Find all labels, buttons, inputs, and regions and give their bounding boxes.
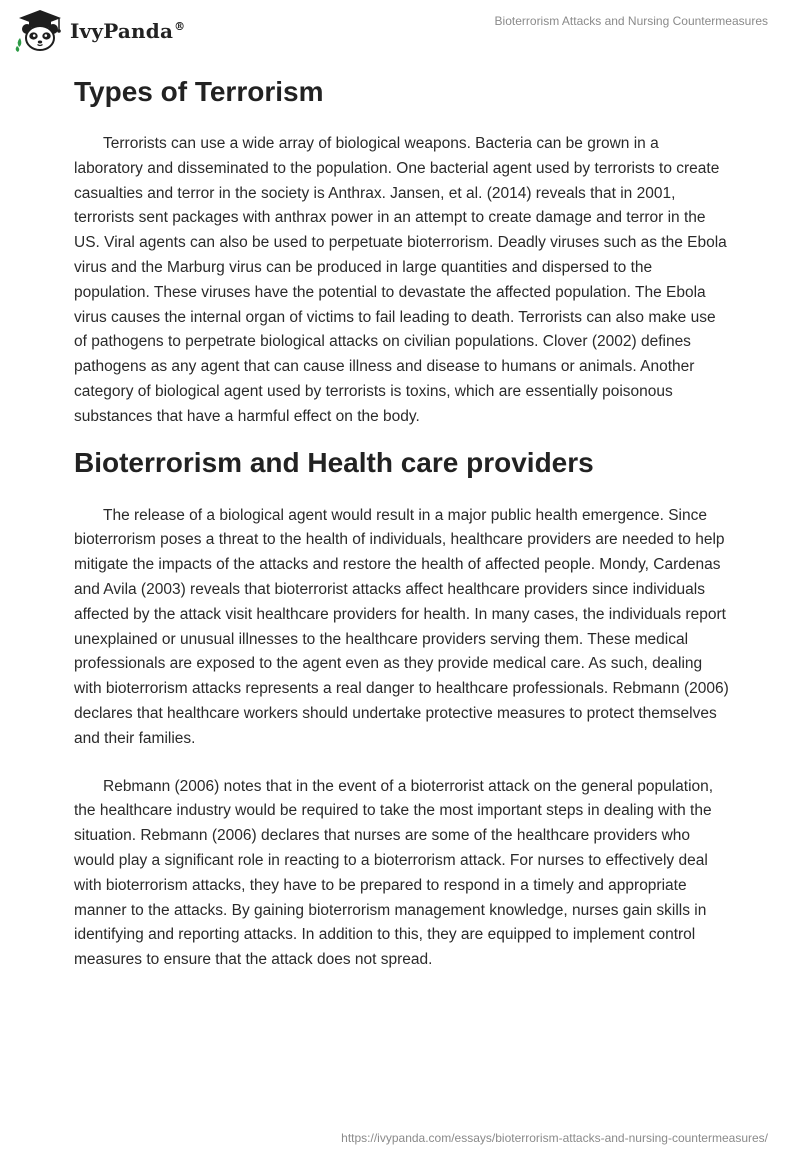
paragraph: Terrorists can use a wide array of biological weapons. Bacteria can be grown in a laboratory and disseminated to the population. One bacterial agent used by terrorists to create casualties and terror in the society is Anthrax. Jansen, et al. (2014) reveals that in 2001, terrorists sent packages with anthrax power in an attempt to create damage and terror in the US. Viral agents can also be used to perpetuate bioterrorism. Deadly viruses such as the Ebola virus and the Marburg virus can be produced in large quantities and dispersed to the population. These viruses have the potential to devastate the affected population. The Ebola virus causes the internal organ of victims to fail leading to death. Terrorists can also make use of pathogens to perpetrate biological attacks on civilian populations. Clover (2002) defines pathogens as any agent that can cause illness and disease to humans or animals. Another category of biological agent used by terrorists is toxins, which are essentially poisonous substances that have a harmful effect on the body. xyxy=(74,135,727,425)
section-heading-bioterrorism-health-care: Bioterrorism and Health care providers xyxy=(74,446,594,478)
document-title: Bioterrorism Attacks and Nursing Countermeasures xyxy=(494,14,768,28)
brand-logo[interactable] xyxy=(14,8,185,52)
paragraph: Rebmann (2006) notes that in the event of a bioterrorist attack on the general population, the healthcare industry would be required to take the most important steps in dealing with the situation. Rebmann (2006) declares that nurses are some of the healthcare providers who would play a significant role in reacting to a bioterrorism attack. For nurses to effectively deal with bioterrorism attacks, they have to be prepared to respond in a timely and appropriate manner to the attacks. By gaining bioterrorism management knowledge, nurses gain skills in identifying and reporting attacks. In addition to this, they are equipped to implement control measures to ensure that the attack does not spread. xyxy=(74,777,714,969)
registered-mark: ® xyxy=(174,20,186,34)
paragraph: The release of a biological agent would result in a major public health emergence. Since bioterrorism poses a threat to the health of individuals, healthcare providers are needed to help mitigate the impacts of the attacks and restore the health of affected people. Mondy, Cardenas and Avila (2003) reveals that bioterrorist attacks affect healthcare providers since individuals affected by the attack visit healthcare providers for health. In many cases, the individuals report unexplained or unusual illnesses to the healthcare providers serving them. These medical professionals are exposed to the agent even as they provide medical care. As such, dealing with bioterrorism attacks represents a real danger to healthcare professionals. Rebmann (2006) declares that healthcare workers should undertake protective measures to protect themselves and their families. xyxy=(74,506,729,747)
panda-graduation-icon xyxy=(14,8,66,52)
article-body xyxy=(74,72,730,973)
brand-name: IvyPanda® xyxy=(70,19,186,43)
section-heading-types-of-terrorism: Types of Terrorism xyxy=(74,76,324,107)
source-url[interactable]: https://ivypanda.com/essays/bioterrorism-attacks-and-nursing-countermeasures/ xyxy=(341,1131,768,1145)
